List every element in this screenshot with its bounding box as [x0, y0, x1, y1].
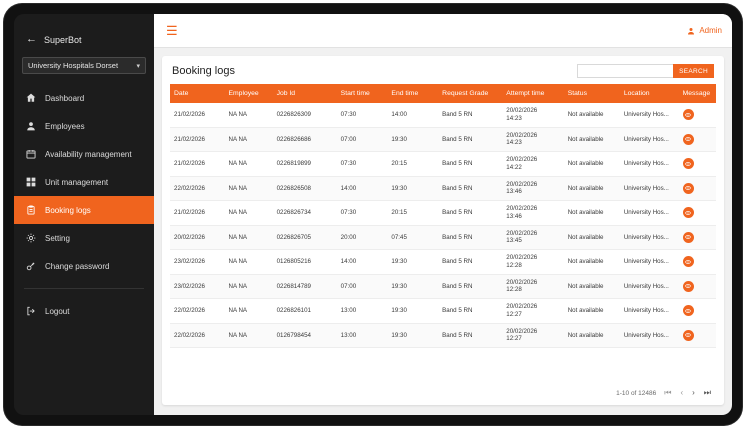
booking-employee: NA NA: [224, 225, 272, 250]
booking-location: University Hos...: [620, 201, 679, 226]
prev-page-button[interactable]: ‹: [680, 388, 684, 397]
search-area: [577, 64, 714, 78]
booking-status: Not available: [564, 103, 620, 127]
booking-attempt-time: 20/02/2026 14:23: [502, 127, 563, 152]
booking-location: University Hos...: [620, 103, 679, 127]
admin-label: Admin: [699, 26, 722, 35]
booking-end-time: 20:15: [387, 201, 438, 226]
booking-end-time: 19:30: [387, 250, 438, 275]
sidebar-item-unit-management[interactable]: [14, 168, 154, 196]
sidebar-item-label: Availability management: [45, 149, 132, 159]
booking-request-grade: Band 5 RN: [438, 127, 502, 152]
clipboard-icon: [26, 205, 36, 215]
brand[interactable]: [14, 24, 154, 55]
booking-start-time: 14:00: [337, 250, 388, 275]
column-header-request-grade[interactable]: Request Grade: [438, 84, 502, 103]
sidebar-item-label: Logout: [45, 306, 70, 316]
table-header-row: [170, 84, 716, 103]
sidebar-item-logout[interactable]: [14, 297, 154, 325]
sidebar-nav: [14, 84, 154, 325]
table-row[interactable]: [170, 250, 716, 275]
booking-employee: NA NA: [224, 323, 272, 348]
booking-attempt-time: 20/02/2026 13:46: [502, 201, 563, 226]
sidebar-divider: [24, 288, 144, 289]
booking-date: 22/02/2026: [170, 299, 224, 324]
next-page-button[interactable]: ›: [692, 388, 695, 397]
brand-label: SuperBot: [44, 34, 82, 45]
gear-icon: [26, 233, 36, 243]
booking-date: 21/02/2026: [170, 127, 224, 152]
booking-message: [679, 176, 716, 201]
table-row[interactable]: [170, 176, 716, 201]
booking-request-grade: Band 5 RN: [438, 225, 502, 250]
table-row[interactable]: [170, 225, 716, 250]
chevron-down-icon: ▾: [136, 62, 140, 70]
booking-message: [679, 299, 716, 324]
sidebar-item-availability-management[interactable]: [14, 140, 154, 168]
booking-job-id: 0226826508: [273, 176, 337, 201]
booking-start-time: 13:00: [337, 323, 388, 348]
booking-employee: NA NA: [224, 152, 272, 177]
search-input[interactable]: [577, 64, 673, 78]
search-button[interactable]: SEARCH: [673, 64, 714, 78]
table-row[interactable]: [170, 299, 716, 324]
booking-start-time: 07:00: [337, 274, 388, 299]
booking-status: Not available: [564, 152, 620, 177]
booking-request-grade: Band 5 RN: [438, 250, 502, 275]
booking-date: 23/02/2026: [170, 250, 224, 275]
panel-header: [162, 56, 724, 84]
booking-location: University Hos...: [620, 127, 679, 152]
table-row[interactable]: [170, 127, 716, 152]
eye-icon[interactable]: [683, 134, 694, 145]
table-header: [170, 84, 716, 103]
column-header-location[interactable]: Location: [620, 84, 679, 103]
sidebar-item-label: Dashboard: [45, 93, 85, 103]
booking-status: Not available: [564, 299, 620, 324]
last-page-button[interactable]: ⏭: [703, 388, 711, 397]
booking-request-grade: Band 5 RN: [438, 323, 502, 348]
booking-request-grade: Band 5 RN: [438, 274, 502, 299]
eye-icon[interactable]: [683, 330, 694, 341]
column-header-start-time[interactable]: Start time: [337, 84, 388, 103]
booking-start-time: 07:30: [337, 152, 388, 177]
main-content: [154, 14, 732, 415]
booking-attempt-time: 20/02/2026 12:28: [502, 250, 563, 275]
booking-attempt-time: 20/02/2026 12:28: [502, 274, 563, 299]
booking-status: Not available: [564, 127, 620, 152]
booking-request-grade: Band 5 RN: [438, 176, 502, 201]
booking-start-time: 07:30: [337, 201, 388, 226]
table-row[interactable]: [170, 323, 716, 348]
sidebar-item-dashboard[interactable]: [14, 84, 154, 112]
booking-job-id: 0226814789: [273, 274, 337, 299]
booking-message: [679, 103, 716, 127]
eye-icon[interactable]: [683, 109, 694, 120]
calendar-icon: [26, 149, 36, 159]
booking-date: 21/02/2026: [170, 201, 224, 226]
booking-employee: NA NA: [224, 176, 272, 201]
booking-message: [679, 127, 716, 152]
booking-attempt-time: 20/02/2026 13:45: [502, 225, 563, 250]
booking-attempt-time: 20/02/2026 14:22: [502, 152, 563, 177]
booking-employee: NA NA: [224, 299, 272, 324]
booking-date: 20/02/2026: [170, 225, 224, 250]
sidebar-item-change-password[interactable]: [14, 252, 154, 280]
table-row[interactable]: [170, 103, 716, 127]
booking-request-grade: Band 5 RN: [438, 152, 502, 177]
booking-date: 23/02/2026: [170, 274, 224, 299]
booking-job-id: 0126805216: [273, 250, 337, 275]
booking-request-grade: Band 5 RN: [438, 103, 502, 127]
booking-logs-table: [170, 84, 716, 348]
sidebar-item-label: Booking logs: [45, 205, 91, 215]
back-arrow-icon[interactable]: ←: [26, 33, 37, 45]
booking-request-grade: Band 5 RN: [438, 299, 502, 324]
booking-end-time: 20:15: [387, 152, 438, 177]
booking-message: [679, 201, 716, 226]
column-header-date[interactable]: Date: [170, 84, 224, 103]
column-header-employee[interactable]: Employee: [224, 84, 272, 103]
eye-icon[interactable]: [683, 232, 694, 243]
eye-icon[interactable]: [683, 158, 694, 169]
user-icon: [687, 27, 695, 35]
eye-icon[interactable]: [683, 281, 694, 292]
booking-attempt-time: 20/02/2026 12:27: [502, 299, 563, 324]
booking-end-time: 19:30: [387, 299, 438, 324]
table-body: [170, 103, 716, 348]
column-header-end-time[interactable]: End time: [387, 84, 438, 103]
booking-attempt-time: 20/02/2026 13:46: [502, 176, 563, 201]
device-frame: [4, 4, 742, 425]
hamburger-icon[interactable]: ☰: [166, 23, 178, 38]
organisation-select[interactable]: [22, 57, 146, 74]
booking-job-id: 0226826705: [273, 225, 337, 250]
organisation-select-value: University Hospitals Dorset: [28, 61, 119, 70]
booking-end-time: 19:30: [387, 127, 438, 152]
eye-icon[interactable]: [683, 305, 694, 316]
pagination-range: 1-10 of 12486: [616, 389, 657, 397]
booking-attempt-time: 20/02/2026 12:27: [502, 323, 563, 348]
booking-logs-panel: [162, 56, 724, 405]
topbar: [154, 14, 732, 48]
column-header-status[interactable]: Status: [564, 84, 620, 103]
eye-icon[interactable]: [683, 256, 694, 267]
booking-start-time: 07:30: [337, 103, 388, 127]
booking-location: University Hos...: [620, 152, 679, 177]
booking-status: Not available: [564, 176, 620, 201]
booking-job-id: 0226819899: [273, 152, 337, 177]
table-row[interactable]: [170, 201, 716, 226]
pagination: [162, 383, 724, 405]
home-icon: [26, 93, 36, 103]
booking-status: Not available: [564, 274, 620, 299]
booking-message: [679, 225, 716, 250]
sidebar-item-setting[interactable]: [14, 224, 154, 252]
eye-icon[interactable]: [683, 207, 694, 218]
user-icon: [26, 121, 36, 131]
admin-menu[interactable]: [687, 26, 722, 35]
column-header-message[interactable]: Message: [679, 84, 716, 103]
booking-date: 21/02/2026: [170, 152, 224, 177]
booking-logs-table-wrap: [170, 84, 716, 383]
booking-job-id: 0226826686: [273, 127, 337, 152]
booking-start-time: 20:00: [337, 225, 388, 250]
eye-icon[interactable]: [683, 183, 694, 194]
sidebar-item-booking-logs[interactable]: [14, 196, 154, 224]
booking-start-time: 14:00: [337, 176, 388, 201]
booking-end-time: 19:30: [387, 323, 438, 348]
booking-job-id: 0226826309: [273, 103, 337, 127]
booking-employee: NA NA: [224, 103, 272, 127]
first-page-button[interactable]: ⏮: [664, 388, 672, 397]
booking-job-id: 0226826734: [273, 201, 337, 226]
booking-location: University Hos...: [620, 299, 679, 324]
booking-status: Not available: [564, 201, 620, 226]
booking-status: Not available: [564, 225, 620, 250]
booking-employee: NA NA: [224, 201, 272, 226]
booking-status: Not available: [564, 323, 620, 348]
table-row[interactable]: [170, 152, 716, 177]
booking-message: [679, 323, 716, 348]
column-header-attempt-time[interactable]: Attempt time: [502, 84, 563, 103]
booking-request-grade: Band 5 RN: [438, 201, 502, 226]
booking-location: University Hos...: [620, 274, 679, 299]
booking-employee: NA NA: [224, 250, 272, 275]
sidebar-item-label: Unit management: [45, 177, 109, 187]
booking-message: [679, 250, 716, 275]
screen: [14, 14, 732, 415]
booking-start-time: 13:00: [337, 299, 388, 324]
page-title: Booking logs: [172, 65, 235, 77]
booking-attempt-time: 20/02/2026 14:23: [502, 103, 563, 127]
booking-date: 22/02/2026: [170, 323, 224, 348]
sidebar-item-label: Employees: [45, 121, 85, 131]
booking-location: University Hos...: [620, 323, 679, 348]
key-icon: [26, 261, 36, 271]
grid-icon: [26, 177, 36, 187]
booking-end-time: 19:30: [387, 176, 438, 201]
column-header-job-id[interactable]: Job Id: [273, 84, 337, 103]
table-row[interactable]: [170, 274, 716, 299]
booking-message: [679, 274, 716, 299]
booking-location: University Hos...: [620, 225, 679, 250]
sidebar-item-label: Change password: [45, 261, 110, 271]
booking-message: [679, 152, 716, 177]
booking-start-time: 07:00: [337, 127, 388, 152]
booking-location: University Hos...: [620, 176, 679, 201]
sidebar-item-label: Setting: [45, 233, 70, 243]
booking-status: Not available: [564, 250, 620, 275]
booking-end-time: 19:30: [387, 274, 438, 299]
sidebar-item-employees[interactable]: [14, 112, 154, 140]
booking-end-time: 14:00: [387, 103, 438, 127]
booking-employee: NA NA: [224, 274, 272, 299]
booking-job-id: 0226826101: [273, 299, 337, 324]
booking-job-id: 0126798454: [273, 323, 337, 348]
booking-date: 21/02/2026: [170, 103, 224, 127]
booking-location: University Hos...: [620, 250, 679, 275]
sidebar: [14, 14, 154, 415]
booking-employee: NA NA: [224, 127, 272, 152]
logout-icon: [26, 306, 36, 316]
booking-date: 22/02/2026: [170, 176, 224, 201]
booking-end-time: 07:45: [387, 225, 438, 250]
